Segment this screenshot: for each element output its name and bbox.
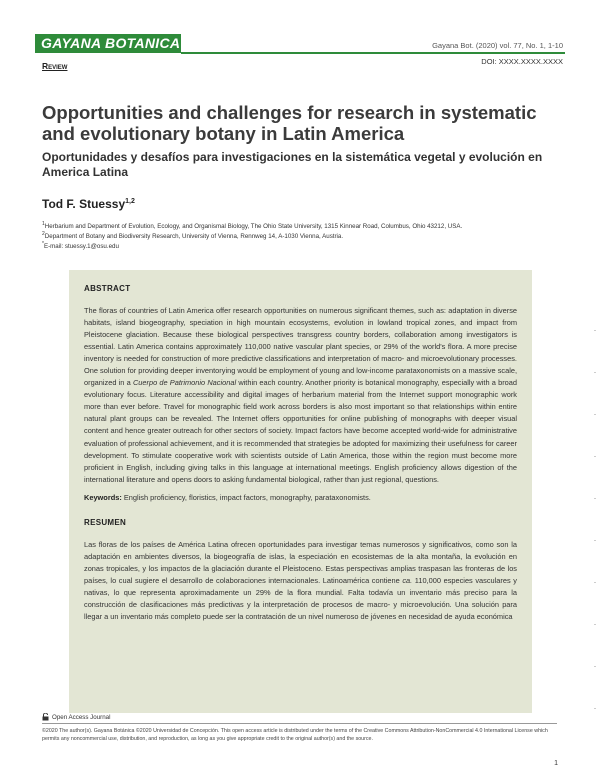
abstract-text-part: The floras of countries of Latin America offer research opportunities on numerous significant themes, such as: adaptation in diverse habitats, island biogeography, speciation in high mountain ecosystems, evolution in lowland tropical zones, and impact from Pleistocene glaciation. Because these biological perspectives transgress country borders, collaboration among investigators is essential. Latin America contains approximately 110,000 native vascular plant species, or 29% of the world's flora. A more precise inventory is needed for construction of more predictive classifications and interpretation of macro- and microevolutionary processes. One solution for providing deeper inventorying would be employment of young and low-income parataxonomists on a massive scale, organized in a [84, 306, 517, 388]
header-rule [181, 52, 565, 54]
section-label: Review [42, 61, 68, 71]
article-title: Opportunities and challenges for research in systematic and evolutionary botany in Latin America [42, 102, 537, 144]
abstract-italic-term: Cuerpo de Patrimonio Nacional [132, 378, 237, 388]
open-lock-icon [42, 713, 49, 721]
resumen-text-part: Las floras de los países de América Latina ofrecen oportunidades para investigar temas numerosos y significativos, como son la adaptación en ambientes diversos, la biogeografía de islas, la especiación en ecosistemas de la alta montaña, la evolución en zonas tropicales, y los impactos de la glaciación durante el Pleistoceno. Estas perspectivas amplias traspasan las fronteras de los países, lo cual sugiere el desarrollo de colaboraciones internacionales. Latinoamérica contiene [84, 539, 517, 585]
resumen-text-part: 110,000 especies vasculares y nativas, lo que representa aproximadamente un 29% de la flora mundial. Falta todavía un inventario más preciso para la construcción de clasificaciones más predictivas y la interpretación de procesos de macro- y microevolución. Una solución para llegar a un inventario más completo puede ser la contratación de un nivel numeroso de jóvenes en necesidad de ayuda económica [84, 575, 517, 621]
affiliation-sup: * [42, 241, 44, 247]
resumen-italic-term: ca. [402, 575, 413, 585]
keywords [84, 492, 517, 504]
affiliation-sup: 2 [42, 231, 45, 237]
keywords-label: Keywords: [84, 492, 122, 502]
author-line [42, 197, 135, 211]
affiliation-1 [42, 221, 462, 230]
abstract-heading: ABSTRACT [84, 284, 131, 293]
license-text: ©2020 The author(s). Gayana Botánica ©2020 Universidad de Concepción. This open access article is distributed under the terms of the Creative Commons Attribution-NonCommercial 4.0 International License which permits any noncommercial use, distribution, and reproduction, as long as you give appropriate credit to the original author(s) and the source. [42, 728, 548, 742]
abstract-text-part: within each country. Another priority is botanical monography, especially with a broad evolutionary focus. Literature accessibility and digital images of herbarium material from the Internet support monographic work more than ever before. Travel for monographic field work across borders is also most important so that relationships within entire natural plant groups can be revealed. The Internet offers opportunities for online publishing of monographs with deeper visual content and hence greater outreach for other sectors of society. Impact factors have become accepted world-wide for administrative evaluation of professional achievement, and it is recommended that strategies be adopted for maximizing their usefulness for career development. To stimulate cooperative work with scientists outside of Latin America, those within the region must become more proficient in English, including giving talks in this language at international meetings. English proficiency allows digestion of the international literature and opens doors to asking fundamental biological, rather than just regional, questions. [84, 378, 517, 484]
article-subtitle: Oportunidades y desafíos para investigaciones en la sistemática vegetal y evolución en America Latina [42, 150, 543, 179]
author-email[interactable] [42, 241, 119, 250]
open-access-label: Open Access Journal [52, 713, 111, 721]
resumen-text [84, 539, 517, 623]
abstract-text [84, 305, 517, 486]
scrollbar-track[interactable] [594, 330, 596, 750]
page-number: 1 [554, 760, 558, 767]
journal-name-banner: GAYANA BOTANICA [35, 34, 181, 53]
affiliation-sup: 1 [42, 221, 45, 227]
resumen-heading: RESUMEN [84, 517, 127, 527]
doi-link[interactable]: DOI: XXXX.XXXX.XXXX [481, 57, 563, 66]
affiliation-text: Department of Botany and Biodiversity Research, University of Vienna, Rennweg 14, A-1030 Vienna, Austria. [44, 233, 344, 241]
abstract-box [69, 270, 532, 713]
author-name: Tod F. Stuessy [42, 197, 126, 211]
open-access-note [42, 713, 110, 721]
journal-citation: Gayana Bot. (2020) vol. 77, No. 1, 1-10 [432, 41, 563, 50]
keywords-text: English proficiency, floristics, impact factors, monography, parataxonomists. [123, 492, 371, 502]
email-text[interactable]: E-mail: stuessy.1@osu.edu [43, 243, 119, 251]
affiliation-text: Herbarium and Department of Evolution, Ecology, and Organismal Biology, The Ohio State University, 1315 Kinnear Road, Columbus, Ohio 43212, USA. [44, 223, 463, 231]
affiliation-2 [42, 231, 343, 240]
author-superscript: 1,2 [125, 198, 135, 205]
footer-rule [42, 723, 557, 724]
